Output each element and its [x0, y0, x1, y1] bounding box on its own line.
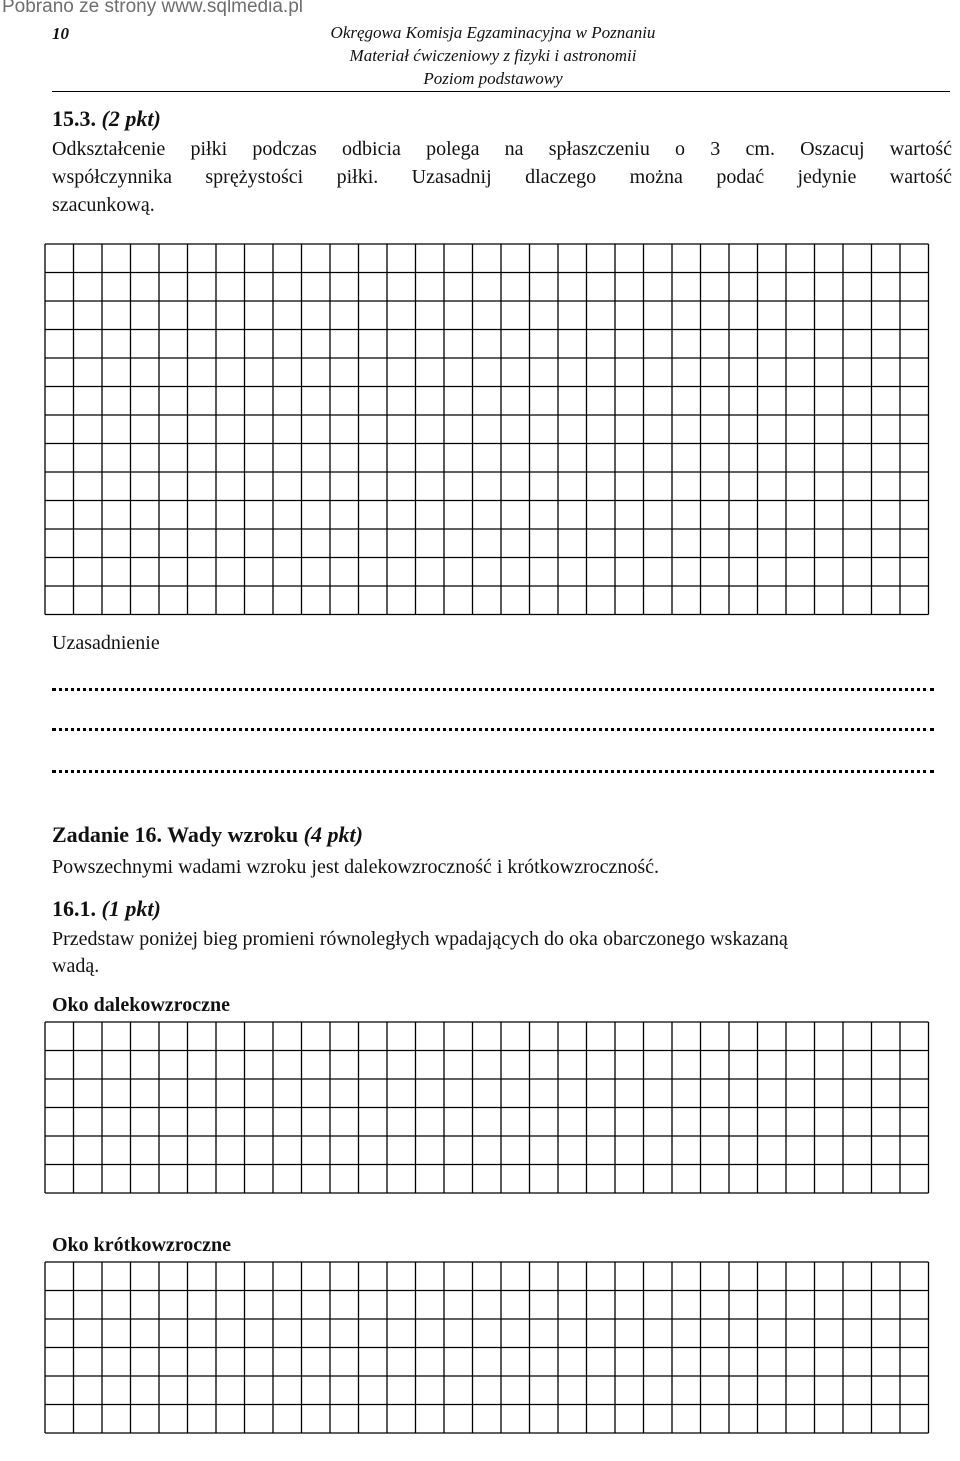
answer-line-2[interactable] [52, 728, 934, 731]
task-15-3-points: (2 pkt) [101, 106, 161, 131]
task-16-1-number: 16.1. [52, 896, 96, 921]
label-near-sighted: Oko krótkowzroczne [52, 1234, 232, 1256]
answer-grid-15-3[interactable] [44, 243, 952, 617]
page-number: 10 [52, 24, 69, 43]
answer-grid-far-sighted[interactable] [44, 1021, 952, 1221]
task-16-title: Wady wzroku [167, 822, 299, 847]
task-15-3-heading [52, 106, 161, 132]
justification-label: Uzasadnienie [52, 632, 160, 654]
task-16-1-text-line-1: Przedstaw poniżej bieg promieni równoległych wpadających do oka obarczonego wskazaną [52, 928, 788, 950]
task-15-3-number: 15.3. [52, 106, 96, 131]
task-16-1-heading [52, 896, 161, 922]
task-15-3-text-line-2: współczynnika sprężystości piłki. Uzasadnij dlaczego można podać jedynie wartość [52, 166, 952, 188]
header-line-2: Materiał ćwiczeniowy z fizyki i astronomii [349, 46, 637, 65]
answer-line-3[interactable] [52, 770, 934, 773]
task-15-3-text-line-3: szacunkową. [52, 194, 155, 216]
header-line-1: Okręgowa Komisja Egzaminacyjna w Poznaniu [330, 23, 656, 42]
task-16-1-text-line-2: wadą. [52, 955, 100, 977]
watermark-text: Pobrano ze strony www.sqlmedia.pl [2, 0, 303, 17]
header-line-3: Poziom podstawowy [423, 69, 563, 88]
task-16-intro: Powszechnymi wadami wzroku jest dalekowzroczność i krótkowzroczność. [52, 856, 660, 878]
answer-grid-near-sighted[interactable] [44, 1261, 952, 1461]
task-16-points: (4 pkt) [303, 822, 363, 847]
header-rule [52, 91, 950, 92]
task-15-3-text-line-1: Odkształcenie piłki podczas odbicia polega na spłaszczeniu o 3 cm. Oszacuj wartość [52, 138, 952, 160]
task-16-number: Zadanie 16. [52, 822, 163, 847]
label-far-sighted: Oko dalekowzroczne [52, 994, 230, 1016]
task-16-heading [52, 822, 363, 848]
answer-line-1[interactable] [52, 688, 934, 691]
task-16-1-points: (1 pkt) [101, 896, 161, 921]
